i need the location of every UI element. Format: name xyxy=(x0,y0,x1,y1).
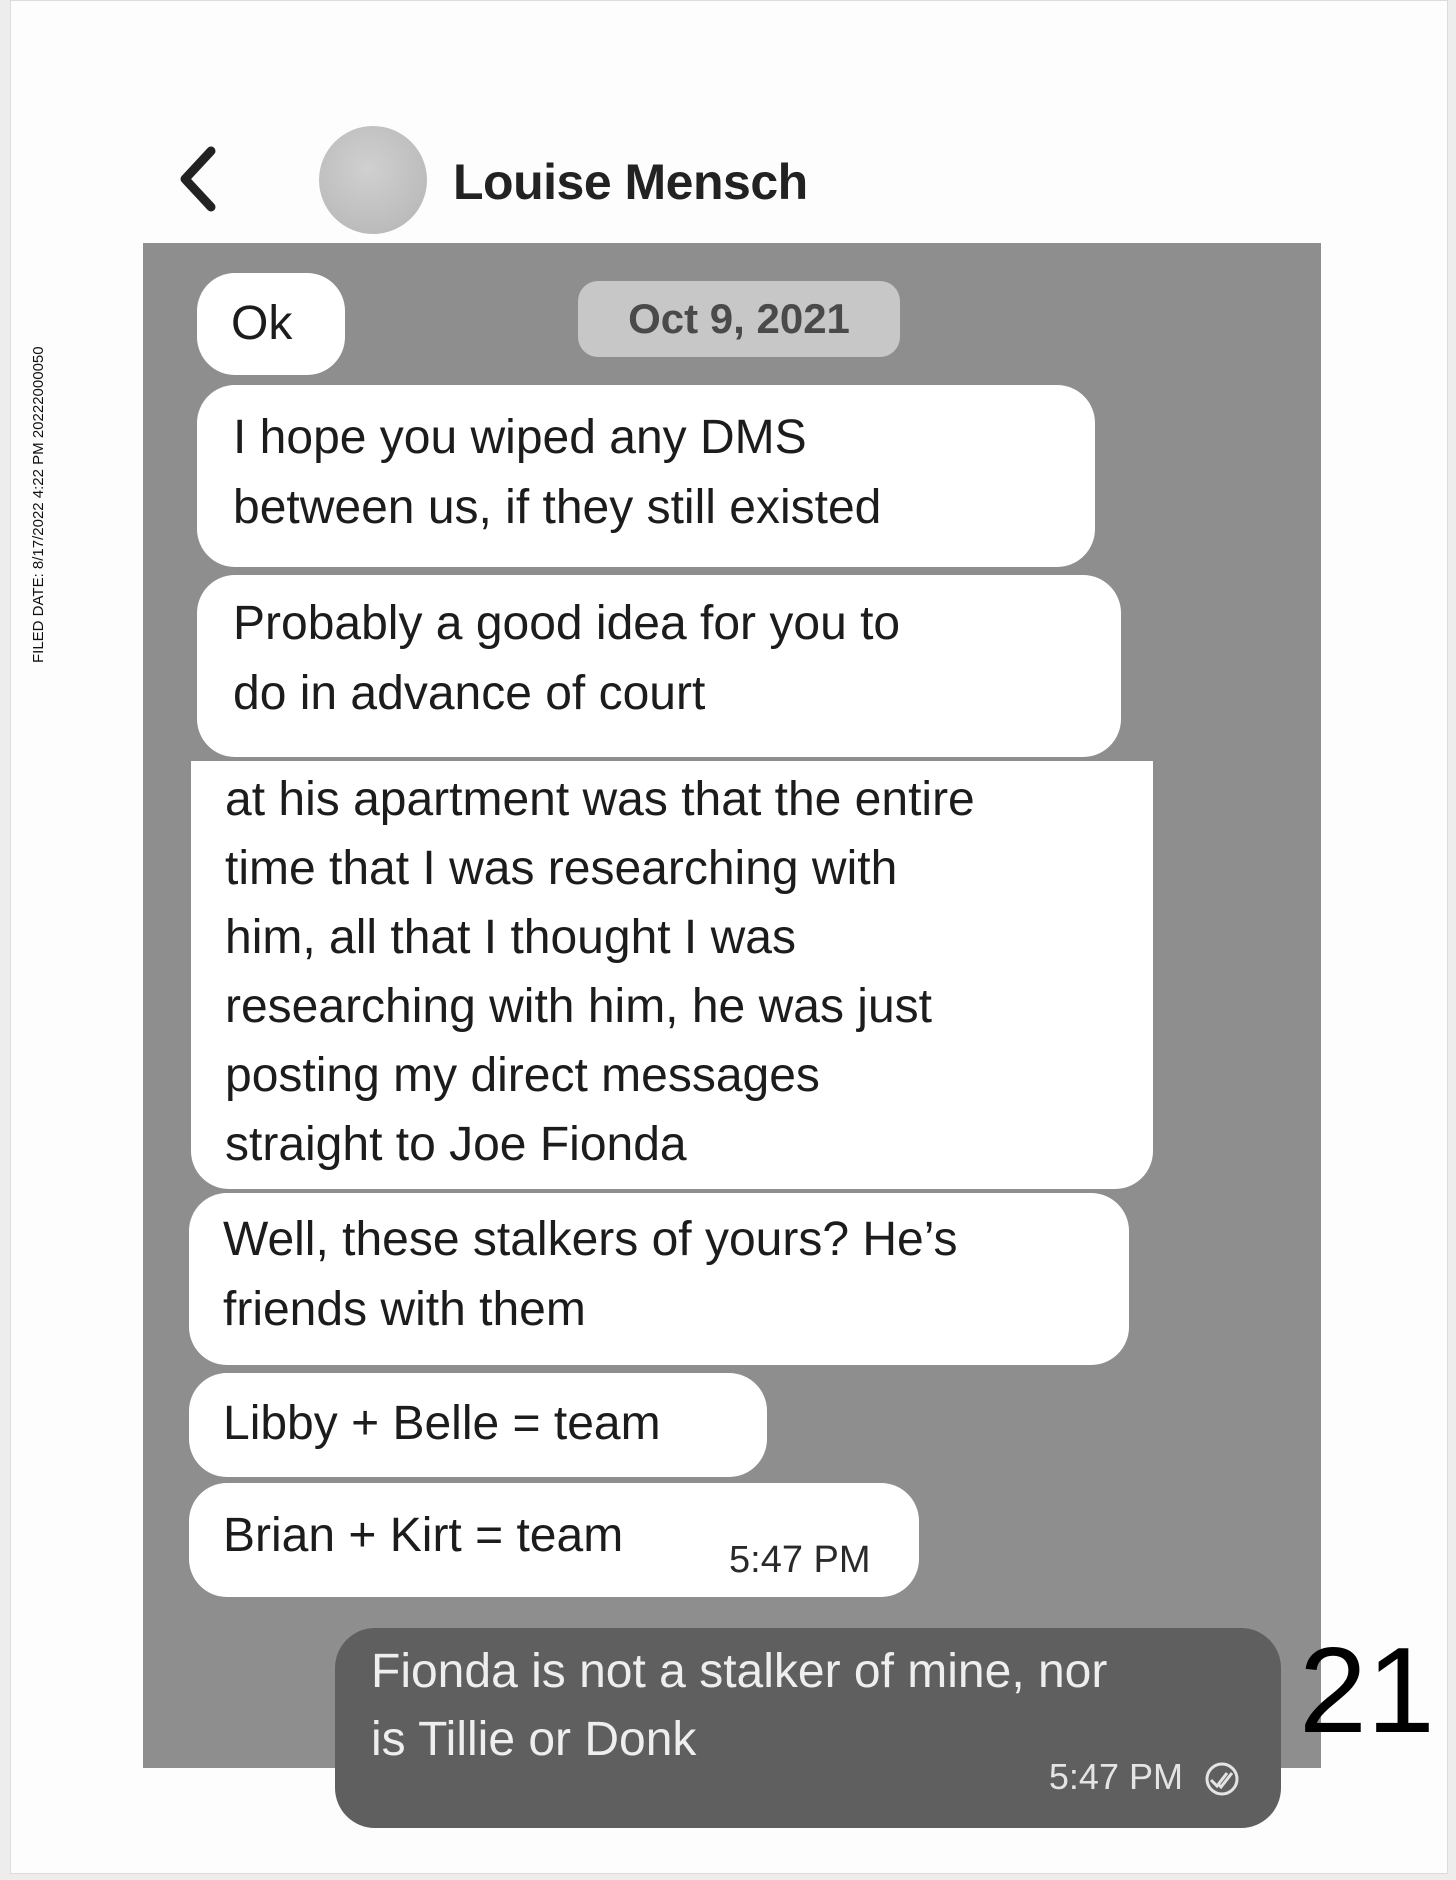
message-text: Libby + Belle = team xyxy=(223,1397,661,1450)
message-list[interactable] xyxy=(143,243,1435,1797)
date-separator: Oct 9, 2021 xyxy=(578,281,900,357)
message-text: him, all that I thought I was xyxy=(225,911,796,964)
message-bubble[interactable] xyxy=(189,1193,1129,1365)
message-bubble[interactable] xyxy=(191,761,1153,1189)
message-text: is Tillie or Donk xyxy=(371,1713,697,1766)
outgoing-message-bubble[interactable] xyxy=(335,1628,1281,1828)
avatar[interactable] xyxy=(319,126,427,234)
message-text: posting my direct messages xyxy=(225,1049,820,1102)
back-button[interactable] xyxy=(171,139,231,219)
message-text: I hope you wiped any DMS xyxy=(233,411,807,464)
exhibit-number: 21 xyxy=(1299,1622,1435,1758)
message-text: researching with him, he was just xyxy=(225,980,932,1033)
message-text: Well, these stalkers of yours? He’s xyxy=(223,1213,958,1266)
contact-name[interactable]: Louise Mensch xyxy=(453,154,808,210)
message-text: between us, if they still existed xyxy=(233,481,882,534)
message-meta xyxy=(1049,1743,1245,1811)
double-check-icon xyxy=(1199,1762,1245,1796)
message-text: do in advance of court xyxy=(233,667,706,720)
message-bubble[interactable] xyxy=(197,385,1095,567)
filing-stamp-text: FILED DATE: 8/17/2022 4:22 PM 20222000050 xyxy=(30,346,47,663)
message-text: at his apartment was that the entire xyxy=(225,773,975,826)
message-timestamp: 5:47 PM xyxy=(1048,1756,1183,1797)
chevron-left-icon xyxy=(179,147,219,211)
message-text: Fionda is not a stalker of mine, nor xyxy=(371,1645,1108,1698)
page-sheet xyxy=(10,0,1448,1874)
message-bubble[interactable] xyxy=(197,575,1121,757)
message-text: Ok xyxy=(231,297,293,350)
message-text: Brian + Kirt = team xyxy=(223,1509,624,1562)
message-bubble[interactable] xyxy=(197,273,345,375)
message-text: straight to Joe Fionda xyxy=(225,1118,687,1171)
message-bubble[interactable] xyxy=(189,1373,767,1477)
message-timestamp: 5:47 PM xyxy=(729,1539,871,1581)
message-text: friends with them xyxy=(223,1283,586,1336)
message-bubble[interactable] xyxy=(189,1483,919,1597)
message-text: Probably a good idea for you to xyxy=(233,597,901,650)
message-text: time that I was researching with xyxy=(225,842,898,895)
chat-header xyxy=(171,123,1071,233)
